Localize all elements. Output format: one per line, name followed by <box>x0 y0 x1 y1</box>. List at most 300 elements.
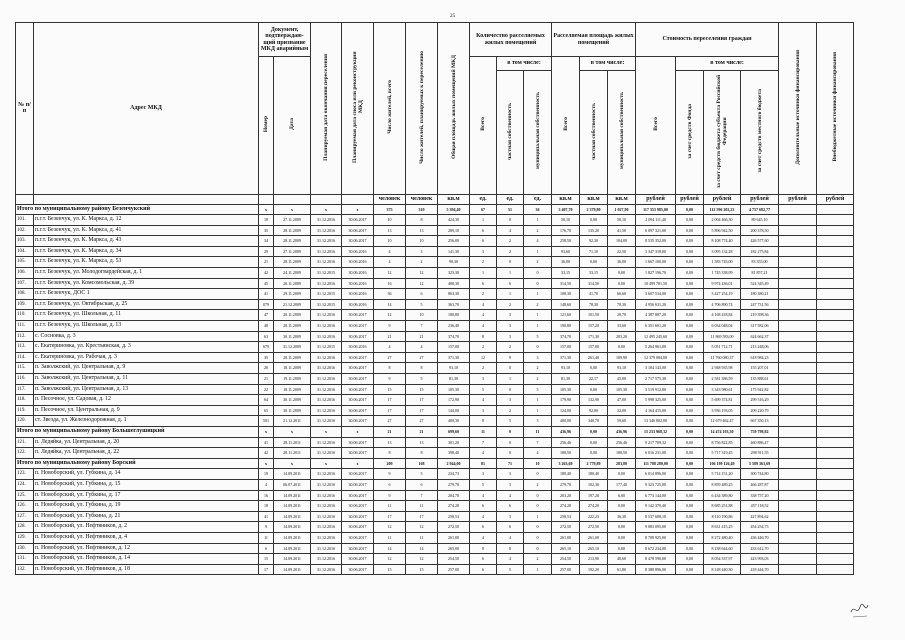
value-cell: 11 <box>406 532 438 543</box>
resettle-date-cell: 31.12.2016 <box>311 448 342 459</box>
value-cell: 1 <box>524 215 552 226</box>
value-cell: 10 <box>374 236 406 247</box>
resettle-date-cell: 31.12.2016 <box>311 331 342 342</box>
value-cell: 0,00 <box>580 363 608 374</box>
value-cell: 11 <box>374 501 406 512</box>
value-cell: 3 <box>497 321 524 332</box>
header-area-in-that: в том числе: <box>580 57 636 71</box>
value-cell: 0,00 <box>608 342 636 353</box>
table-row <box>16 225 854 236</box>
value-cell: 6 016 231,00 <box>636 448 676 459</box>
header-additional-cell <box>779 23 817 195</box>
value-cell: 175 942,82 <box>741 384 779 395</box>
value-cell: 0 <box>524 490 552 501</box>
value-cell: 3 <box>406 246 438 257</box>
value-cell: 3 <box>470 469 497 480</box>
demolish-date-cell: 30.06.2016 <box>342 289 374 300</box>
value-cell <box>817 469 854 480</box>
value-cell: 33,15 <box>580 268 608 279</box>
value-cell: 254,50 <box>552 554 580 565</box>
value-cell: 45,00 <box>608 374 636 385</box>
resettle-date-cell: 31.12.2016 <box>311 352 342 363</box>
demolish-date-cell: 30.06.2016 <box>342 299 374 310</box>
value-cell: 12 <box>470 352 497 363</box>
header-total-area-cell <box>438 23 470 195</box>
value-cell: 5 714 151,20 <box>704 469 741 480</box>
value-cell: 618 984,23 <box>741 352 779 363</box>
value-cell: 272,50 <box>580 522 608 533</box>
value-cell <box>817 321 854 332</box>
value-cell: 283,80 <box>608 458 636 469</box>
value-cell <box>817 215 854 226</box>
value-cell: 1 667 100,00 <box>636 257 676 268</box>
value-cell: 0 <box>524 469 552 480</box>
subtotal-label: Итого по муниципальному району Безенчукский <box>16 204 259 215</box>
header-fund-cell <box>676 71 704 195</box>
header-doc-number: Номер <box>263 115 269 133</box>
value-cell: 182 275,84 <box>741 246 779 257</box>
value-cell: 4 <box>497 225 524 236</box>
value-cell: 256,46 <box>552 437 580 448</box>
value-cell: 2 <box>497 236 524 247</box>
doc-number-cell: 41 <box>259 511 274 522</box>
row-index: 121. <box>16 437 34 448</box>
header-doc-date: Дата <box>289 118 295 130</box>
resettle-date-cell: 31.12.2016 <box>311 215 342 226</box>
value-cell <box>779 310 817 321</box>
table-row <box>16 342 854 353</box>
value-cell: 2 948 935,98 <box>704 363 741 374</box>
value-cell: 9 <box>374 469 406 480</box>
row-index: 126. <box>16 501 34 512</box>
value-cell: 301,20 <box>438 437 470 448</box>
table-row <box>16 374 854 385</box>
value-cell: 50,10 <box>552 215 580 226</box>
header-qty-group: Количество расселяемых жилых помещений <box>470 23 552 57</box>
address-cell: п. Новоборский, ул. Губкина, д. 15 <box>34 479 259 490</box>
value-cell: 59,60 <box>608 416 636 427</box>
value-cell: 17 <box>374 405 406 416</box>
value-cell <box>817 554 854 565</box>
unit-cell: кв.м <box>608 194 636 204</box>
row-index: 128. <box>16 522 34 533</box>
value-cell: 93,10 <box>438 363 470 374</box>
value-cell: 3 519 912,80 <box>636 384 676 395</box>
table-row <box>16 310 854 321</box>
value-cell: 436,96 <box>552 426 580 437</box>
value-cell: 9 323 725,00 <box>636 479 676 490</box>
value-cell: 3 <box>470 405 497 416</box>
value-cell: 17 <box>374 395 406 406</box>
value-cell: 0,00 <box>676 363 704 374</box>
value-cell <box>817 405 854 416</box>
doc-number-cell: 41 <box>259 437 274 448</box>
doc-number-cell: 45 <box>259 278 274 289</box>
value-cell: 1 <box>524 310 552 321</box>
doc-date-cell: 30.11.2009 <box>274 405 311 416</box>
value-cell: 1 <box>524 511 552 522</box>
value-cell: 4 <box>470 321 497 332</box>
value-cell: 15 233 968,32 <box>636 426 676 437</box>
value-cell <box>779 437 817 448</box>
value-cell: 93,60 <box>552 246 580 257</box>
value-cell: 8 756 822,85 <box>704 437 741 448</box>
value-cell: 5 <box>497 564 524 575</box>
doc-number-cell: 21 <box>259 374 274 385</box>
value-cell: 0,00 <box>608 501 636 512</box>
value-cell: 254,50 <box>438 554 470 565</box>
value-cell: 0,00 <box>676 374 704 385</box>
value-cell: 265,10 <box>580 543 608 554</box>
doc-date-cell: 28.11.2009 <box>274 236 311 247</box>
value-cell: 155 207,01 <box>741 363 779 374</box>
demolish-date-cell: 30.06.2017 <box>342 437 374 448</box>
value-cell: 2 944,00 <box>438 458 470 469</box>
doc-date-cell: 28.11.2011 <box>274 437 311 448</box>
demolish-date-cell: 30.06.2017 <box>342 352 374 363</box>
header-residents-planned-cell <box>406 23 438 195</box>
value-cell: 132,90 <box>580 395 608 406</box>
resettle-date-cell: x <box>311 426 342 437</box>
row-index: 122. <box>16 448 34 459</box>
doc-date-cell: 14.09.2011 <box>274 511 311 522</box>
value-cell: 1 <box>497 374 524 385</box>
table-row <box>16 532 854 543</box>
resettle-date-cell: 31.12.2015 <box>311 289 342 300</box>
value-cell: 0,00 <box>580 448 608 459</box>
value-cell: 375 <box>374 204 406 215</box>
value-cell: 323,30 <box>438 268 470 279</box>
demolish-date-cell: 30.06.2017 <box>342 384 374 395</box>
value-cell: 61,80 <box>608 564 636 575</box>
value-cell: 71 <box>497 458 524 469</box>
value-cell: 0 <box>524 501 552 512</box>
value-cell: 22,50 <box>608 246 636 257</box>
value-cell: 3 <box>524 352 552 363</box>
value-cell: 0,00 <box>676 405 704 416</box>
value-cell: 374,70 <box>552 331 580 342</box>
address-cell: п. Новоборский, ул. Губкина, д. 21 <box>34 511 259 522</box>
address-cell: п. Новоборский, ул. Губкина, д. 14 <box>34 469 259 480</box>
header-extrabudget-cell <box>817 23 854 195</box>
row-index: 118. <box>16 395 34 406</box>
subtotal-row <box>16 458 854 469</box>
value-cell <box>817 363 854 374</box>
value-cell: 15 <box>406 564 438 575</box>
value-cell: 148,60 <box>552 299 580 310</box>
value-cell: 0,00 <box>676 352 704 363</box>
header-doc-group: Документ, подтверждаю-щий признание МКД аварийным <box>259 23 311 57</box>
demolish-date-cell: 30.06.2017 <box>342 522 374 533</box>
value-cell: 51 <box>497 204 524 215</box>
value-cell: 8 148 440,30 <box>704 564 741 575</box>
value-cell: 105,30 <box>552 384 580 395</box>
demolish-date-cell: 30.06.2017 <box>342 416 374 427</box>
value-cell: 105,30 <box>438 384 470 395</box>
value-cell: 2 <box>497 405 524 416</box>
doc-number-cell: 18 <box>259 501 274 512</box>
doc-number-cell: 9 <box>259 522 274 533</box>
value-cell <box>817 342 854 353</box>
value-cell: 0 <box>524 543 552 554</box>
resettle-date-cell: 31.12.2016 <box>311 543 342 554</box>
value-cell: 3 095 132,28 <box>704 246 741 257</box>
value-cell <box>779 331 817 342</box>
value-cell: 759 798,82 <box>741 426 779 437</box>
value-cell: 12 <box>374 554 406 565</box>
demolish-date-cell: 30.06.2017 <box>342 331 374 342</box>
value-cell: 6 351 601,20 <box>636 321 676 332</box>
value-cell: 21 <box>406 331 438 342</box>
value-cell: 2 <box>497 246 524 257</box>
header-total-area: Общая площадь жилых помещений МКД <box>450 55 457 159</box>
value-cell: 274,20 <box>580 501 608 512</box>
table-row <box>16 278 854 289</box>
value-cell: 213 248,06 <box>741 342 779 353</box>
value-cell: 457 118,52 <box>741 501 779 512</box>
value-cell: 14 <box>406 543 438 554</box>
unit-cell: человек <box>406 194 438 204</box>
value-cell: 3 347 318,00 <box>636 246 676 257</box>
value-cell: 3 <box>497 331 524 342</box>
value-cell: 298 911,55 <box>741 448 779 459</box>
value-cell: 3 <box>497 479 524 490</box>
value-cell: 4 <box>470 511 497 522</box>
value-cell: 12 <box>406 268 438 279</box>
value-cell: 2 <box>524 554 552 565</box>
value-cell: 0,00 <box>676 278 704 289</box>
value-cell <box>779 469 817 480</box>
value-cell: 6 <box>497 501 524 512</box>
doc-number-cell: 63 <box>259 331 274 342</box>
row-index: 127. <box>16 511 34 522</box>
value-cell: 0,00 <box>676 479 704 490</box>
value-cell: 3 <box>470 246 497 257</box>
value-cell: 14 474 103,30 <box>704 426 741 437</box>
value-cell <box>779 204 817 215</box>
address-cell: п. Ледяйка, ул. Центральная, д. 20 <box>34 437 259 448</box>
row-index: 108. <box>16 289 34 300</box>
doc-number-cell: 64 <box>259 395 274 406</box>
doc-number-cell: 15 <box>259 554 274 565</box>
doc-number-cell: x <box>259 458 274 469</box>
value-cell: 1 <box>497 289 524 300</box>
doc-date-cell: 14.09.2011 <box>274 532 311 543</box>
value-cell: 5 717 319,45 <box>704 448 741 459</box>
doc-number-cell: 47 <box>259 310 274 321</box>
value-cell: 2 <box>497 299 524 310</box>
value-cell: 340,70 <box>580 416 608 427</box>
value-cell: 1 <box>524 395 552 406</box>
value-cell: 12 <box>406 522 438 533</box>
value-cell: 5 051 712,71 <box>704 342 741 353</box>
value-cell: 8 054 537,97 <box>704 554 741 565</box>
value-cell: 1 <box>497 268 524 279</box>
value-cell <box>779 299 817 310</box>
value-cell: 157,20 <box>580 321 608 332</box>
value-cell <box>779 268 817 279</box>
value-cell <box>779 490 817 501</box>
table-row <box>16 395 854 406</box>
header-qty-private: частная собственность <box>507 102 514 160</box>
value-cell: 180,40 <box>580 469 608 480</box>
value-cell: 314,50 <box>580 278 608 289</box>
resettle-date-cell: 31.12.2016 <box>311 384 342 395</box>
header-area-private: частная собственность <box>590 102 597 160</box>
value-cell: 32,00 <box>608 405 636 416</box>
table-row <box>16 331 854 342</box>
value-cell <box>779 215 817 226</box>
doc-date-cell: 14.09.2011 <box>274 522 311 533</box>
value-cell <box>817 246 854 257</box>
table-row <box>16 268 854 279</box>
value-cell: 106 199 126,49 <box>704 458 741 469</box>
doc-date-cell: 06.07.2011 <box>274 479 311 490</box>
value-cell: 4 <box>374 246 406 257</box>
value-cell: 70,30 <box>608 299 636 310</box>
doc-date-cell: 14.09.2011 <box>274 543 311 554</box>
value-cell: 427 894,62 <box>741 511 779 522</box>
row-index: 111. <box>16 321 34 332</box>
doc-number-cell: 29 <box>259 246 274 257</box>
doc-number-cell: 35 <box>259 225 274 236</box>
value-cell <box>817 458 854 469</box>
value-cell: 168 <box>406 458 438 469</box>
value-cell: 102,30 <box>580 479 608 490</box>
value-cell <box>817 374 854 385</box>
value-cell <box>779 342 817 353</box>
doc-number-cell: 11 <box>259 532 274 543</box>
value-cell: 5 264 961,00 <box>636 342 676 353</box>
value-cell: 0,00 <box>676 458 704 469</box>
value-cell: 104,00 <box>608 236 636 247</box>
doc-number-cell: 20 <box>259 363 274 374</box>
value-cell: 135,20 <box>580 225 608 236</box>
doc-date-cell: 21.12.2011 <box>274 416 311 427</box>
header-cost-total: Всего <box>652 117 659 131</box>
resettle-date-cell: 31.12.2016 <box>311 257 342 268</box>
table-row <box>16 289 854 300</box>
address-cell: с. Сосновка, д. 3 <box>34 331 259 342</box>
value-cell: 81,30 <box>438 374 470 385</box>
resettle-date-cell: 31.12.2015 <box>311 299 342 310</box>
table-row <box>16 522 854 533</box>
value-cell: 108,30 <box>552 289 580 300</box>
value-cell: 8 <box>374 363 406 374</box>
row-index: 132. <box>16 564 34 575</box>
value-cell: 6 <box>374 479 406 490</box>
doc-number-cell: 16 <box>259 490 274 501</box>
value-cell: 5 <box>470 384 497 395</box>
resettle-date-cell: 31.12.2016 <box>311 363 342 374</box>
value-cell: 6 <box>470 225 497 236</box>
address-cell: п. Новоборский, ул. Губкина, д. 19 <box>34 501 259 512</box>
header-qty-in-that: в том числе: <box>497 57 552 71</box>
value-cell: 78,30 <box>580 299 608 310</box>
page-number: 25 <box>450 14 455 19</box>
value-cell: 27 <box>406 416 438 427</box>
value-cell: 1 <box>524 405 552 416</box>
value-cell: 5 699 374,81 <box>704 395 741 406</box>
header-qty-private-cell <box>497 71 524 195</box>
value-cell: 0 <box>524 532 552 543</box>
value-cell: 5 <box>470 479 497 490</box>
value-cell: 36,00 <box>608 257 636 268</box>
value-cell: 317 582,06 <box>741 321 779 332</box>
value-cell: 6 <box>497 522 524 533</box>
value-cell: 12 <box>374 522 406 533</box>
value-cell <box>817 511 854 522</box>
row-index: 130. <box>16 543 34 554</box>
value-cell <box>779 352 817 363</box>
value-cell: 8 859 489,25 <box>704 479 741 490</box>
value-cell: 190,80 <box>552 321 580 332</box>
value-cell: 8 685 251,88 <box>704 501 741 512</box>
demolish-date-cell: 30.06.2017 <box>342 321 374 332</box>
value-cell: 310 <box>406 204 438 215</box>
value-cell: 0,00 <box>580 257 608 268</box>
value-cell: 4 <box>374 257 406 268</box>
value-cell: 0 <box>524 278 552 289</box>
address-cell: п.г.т. Безенчук, ДОС 1 <box>34 289 259 300</box>
value-cell: 0,00 <box>676 331 704 342</box>
value-cell: 8 272 480,40 <box>704 532 741 543</box>
address-cell: п. Новоборский, ул. Нефтяников, д. 14 <box>34 554 259 565</box>
value-cell: 27 <box>374 416 406 427</box>
value-cell: 5 <box>524 384 552 395</box>
row-index: 119. <box>16 405 34 416</box>
unit-cell: рублей <box>817 194 854 204</box>
value-cell: 699,60 <box>438 426 470 437</box>
value-cell: 22,17 <box>580 374 608 385</box>
value-cell: 0,00 <box>676 321 704 332</box>
resettle-date-cell: 31.12.2016 <box>311 416 342 427</box>
value-cell: 144,00 <box>438 405 470 416</box>
resettle-date-cell: 31.12.2015 <box>311 342 342 353</box>
value-cell: 0,00 <box>608 469 636 480</box>
value-cell: 12 379 084,00 <box>636 352 676 363</box>
doc-number-cell: 22 <box>259 384 274 395</box>
row-index: 102. <box>16 225 34 236</box>
value-cell: 4 <box>374 342 406 353</box>
address-cell: п. Новоборский, ул. Нефтяников, д. 2 <box>34 522 259 533</box>
doc-number-cell: 65 <box>259 405 274 416</box>
value-cell: 3 <box>497 469 524 480</box>
resettle-date-cell: 31.12.2016 <box>311 532 342 543</box>
value-cell: 0 <box>497 437 524 448</box>
value-cell: 213,90 <box>580 554 608 565</box>
row-index: 117. <box>16 384 34 395</box>
value-cell: 21 <box>374 331 406 342</box>
value-cell: 5 896 942,50 <box>704 225 741 236</box>
value-cell <box>779 405 817 416</box>
value-cell: 141,30 <box>438 246 470 257</box>
header-subject-cell <box>704 71 741 195</box>
value-cell: 2 <box>497 342 524 353</box>
value-cell: 2 <box>524 299 552 310</box>
header-residents: Число жителей, всего <box>386 80 393 134</box>
value-cell: 4 387 887,20 <box>636 310 676 321</box>
value-cell: 338 757,20 <box>741 490 779 501</box>
unit-cell: рублей <box>676 194 704 204</box>
value-cell: 180,50 <box>552 448 580 459</box>
header-cost-group: Стоимость переселения граждан <box>636 23 779 57</box>
value-cell: 454 254,75 <box>741 522 779 533</box>
value-cell: 236,40 <box>438 321 470 332</box>
value-cell: 667 350,13 <box>741 416 779 427</box>
resettle-date-cell: 31.12.2016 <box>311 479 342 490</box>
unit-cell: кв.м <box>438 194 470 204</box>
